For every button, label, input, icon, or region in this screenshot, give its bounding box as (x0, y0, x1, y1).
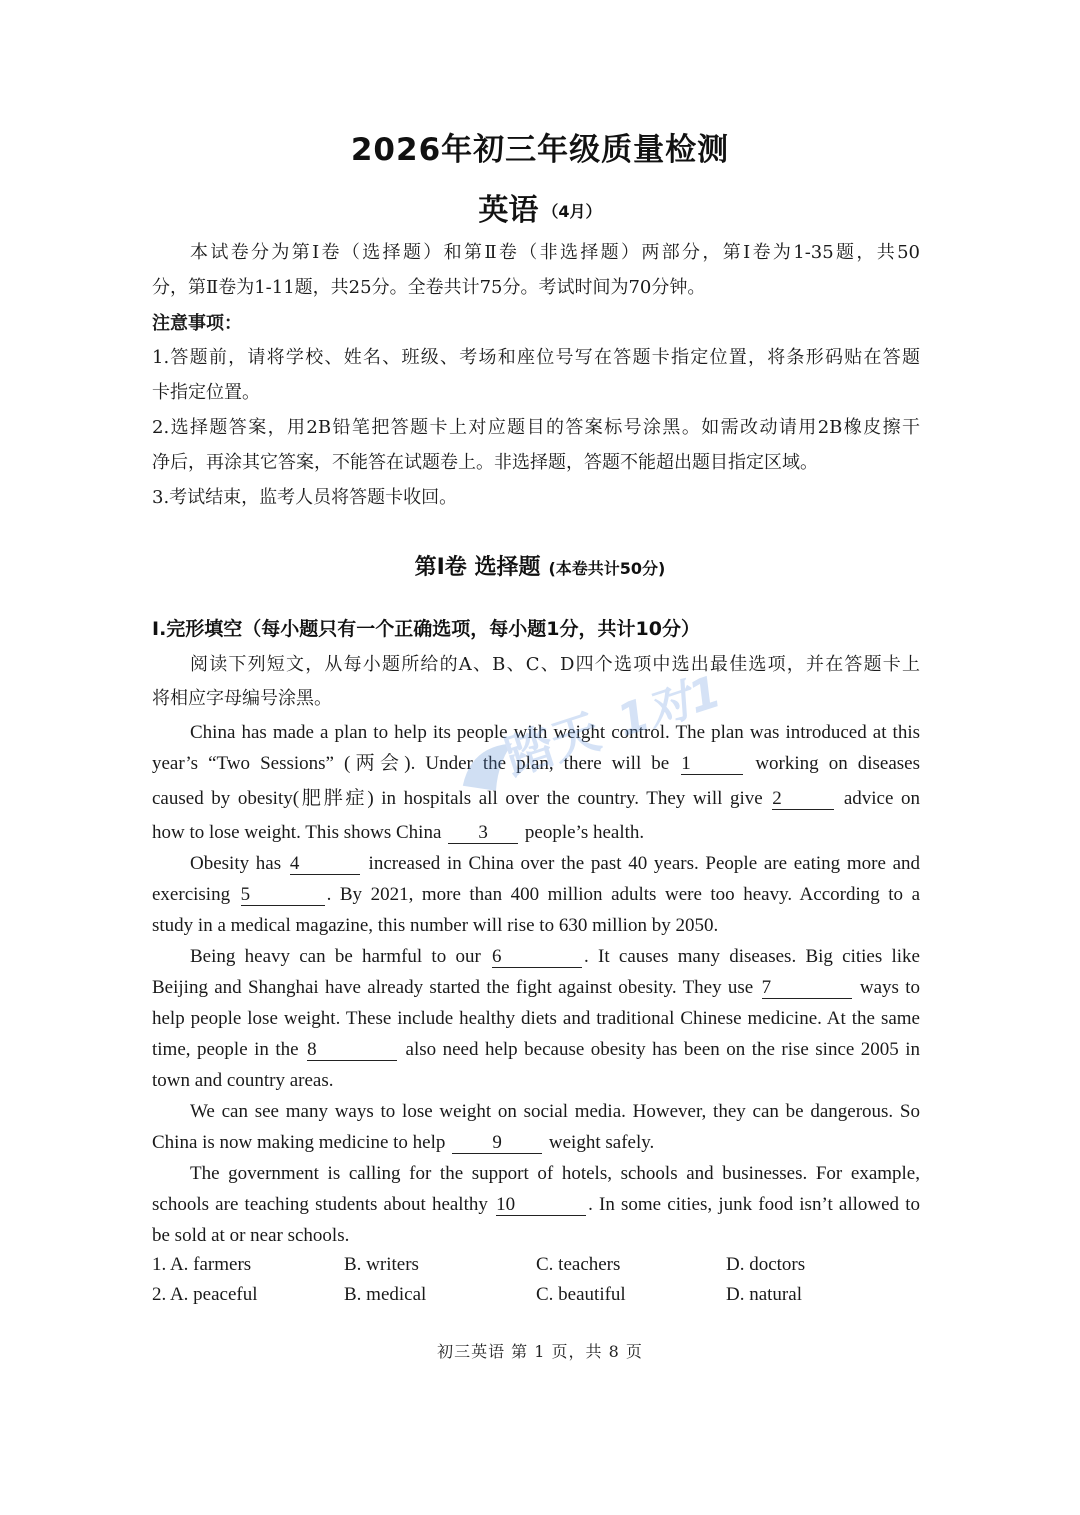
exam-month: （4月） (542, 202, 602, 221)
note-1b: 卡指定位置。 (152, 382, 260, 403)
note-2b: 净后，再涂其它答案，不能答在试题卷上。非选择题，答题不能超出题目指定区域。 (152, 452, 818, 473)
question-1-options (152, 1254, 920, 1278)
blank-8: 8 (307, 1040, 397, 1061)
passage-line: help people lose weight. These include healthy diets and traditional Chinese medicine. At the same (152, 1008, 920, 1029)
section-score: (本卷共计50分) (548, 559, 666, 578)
passage-line: Beijing and Shanghai have already started the fight against obesity. They use 7 ways to (152, 977, 921, 998)
passage-line: schools are teaching students about healthy 10 . In some cities, junk food isn’t allowed to (152, 1194, 921, 1215)
blank-10: 10 (496, 1195, 586, 1216)
note-2a: 2.选择题答案，用2B铅笔把答题卡上对应题目的答案标号涂黑。如需改动请用2B橡皮擦干 (152, 417, 920, 438)
passage-line: Being heavy can be harmful to our 6 . It causes many diseases. Big cities like (190, 946, 920, 967)
passage-line: caused by obesity(肥胖症) in hospitals all over the country. They will give 2 advice on (152, 788, 920, 809)
passage-line: be sold at or near schools. (152, 1225, 350, 1246)
passage-line: town and country areas. (152, 1070, 334, 1091)
part1-instruction-2: 将相应字母编号涂黑。 (152, 688, 332, 709)
passage-line: how to lose weight. This shows China 3 people’s health. (152, 822, 645, 843)
passage-line: The government is calling for the support of hotels, schools and businesses. For example, (190, 1163, 920, 1184)
passage-line: Obesity has 4 increased in China over the past 40 years. People are eating more and (190, 853, 921, 874)
notes-heading: 注意事项： (152, 313, 242, 334)
passage-line: China is now making medicine to help 9 weight safely. (152, 1132, 655, 1153)
passage-line: year’s “Two Sessions” (两会). Under the plan, there will be 1 working on diseases (152, 753, 921, 774)
page-footer: 初三英语 第 1 页，共 8 页 (437, 1342, 643, 1361)
svg-text:1对1: 1对1 (611, 666, 727, 748)
option-d: D. natural (726, 1284, 802, 1305)
option-a: 1. A. farmers (152, 1254, 252, 1275)
intro-line-1: 本试卷分为第Ⅰ卷（选择题）和第Ⅱ卷（非选择题）两部分，第Ⅰ卷为1-35题，共50 (190, 242, 920, 263)
question-2-options (152, 1284, 920, 1308)
blank-9: 9 (452, 1133, 542, 1154)
blank-7: 7 (762, 978, 852, 999)
part1-instruction-1: 阅读下列短文，从每小题所给的A、B、C、D四个选项中选出最佳选项，并在答题卡上 (190, 654, 920, 675)
exam-subject (0, 185, 1080, 229)
blank-2: 2 (772, 789, 834, 810)
blank-1: 1 (681, 754, 743, 775)
option-c: C. beautiful (536, 1284, 626, 1305)
option-c: C. teachers (536, 1254, 621, 1275)
option-a: 2. A. peaceful (152, 1284, 258, 1305)
subject-label: 英语 (478, 193, 539, 228)
option-d: D. doctors (726, 1254, 806, 1275)
passage-line: We can see many ways to lose weight on social media. However, they can be dangerous. So (190, 1101, 920, 1122)
note-3: 3.考试结束，监考人员将答题卡收回。 (152, 487, 458, 508)
svg-text:踏天: 踏天 (498, 703, 607, 787)
passage-line: study in a medical magazine, this number will rise to 630 million by 2050. (152, 915, 719, 936)
intro-line-2: 分，第Ⅱ卷为1-11题，共25分。全卷共计75分。考试时间为70分钟。 (152, 277, 706, 298)
blank-3: 3 (448, 823, 518, 844)
option-b: B. medical (344, 1284, 427, 1305)
passage-line: exercising 5 . By 2021, more than 400 million adults were too heavy. According to a (152, 884, 921, 905)
passage-line: time, people in the 8 also need help because obesity has been on the rise since 2005 in (152, 1039, 921, 1060)
blank-6: 6 (492, 947, 582, 968)
option-b: B. writers (344, 1254, 419, 1275)
blank-5: 5 (241, 885, 325, 906)
note-1a: 1.答题前，请将学校、姓名、班级、考场和座位号写在答题卡指定位置，将条形码贴在答题 (152, 347, 920, 368)
blank-4: 4 (290, 854, 360, 875)
section-title: 第Ⅰ卷 选择题 (414, 555, 541, 580)
part1-heading: I.完形填空（每小题只有一个正确选项，每小题1分，共计10分） (152, 618, 700, 640)
exam-title: 2026年初三年级质量检测 (350, 132, 730, 168)
section-heading (0, 550, 1080, 581)
passage-line: China has made a plan to help its people with weight control. The plan was introduced at this (190, 722, 920, 743)
